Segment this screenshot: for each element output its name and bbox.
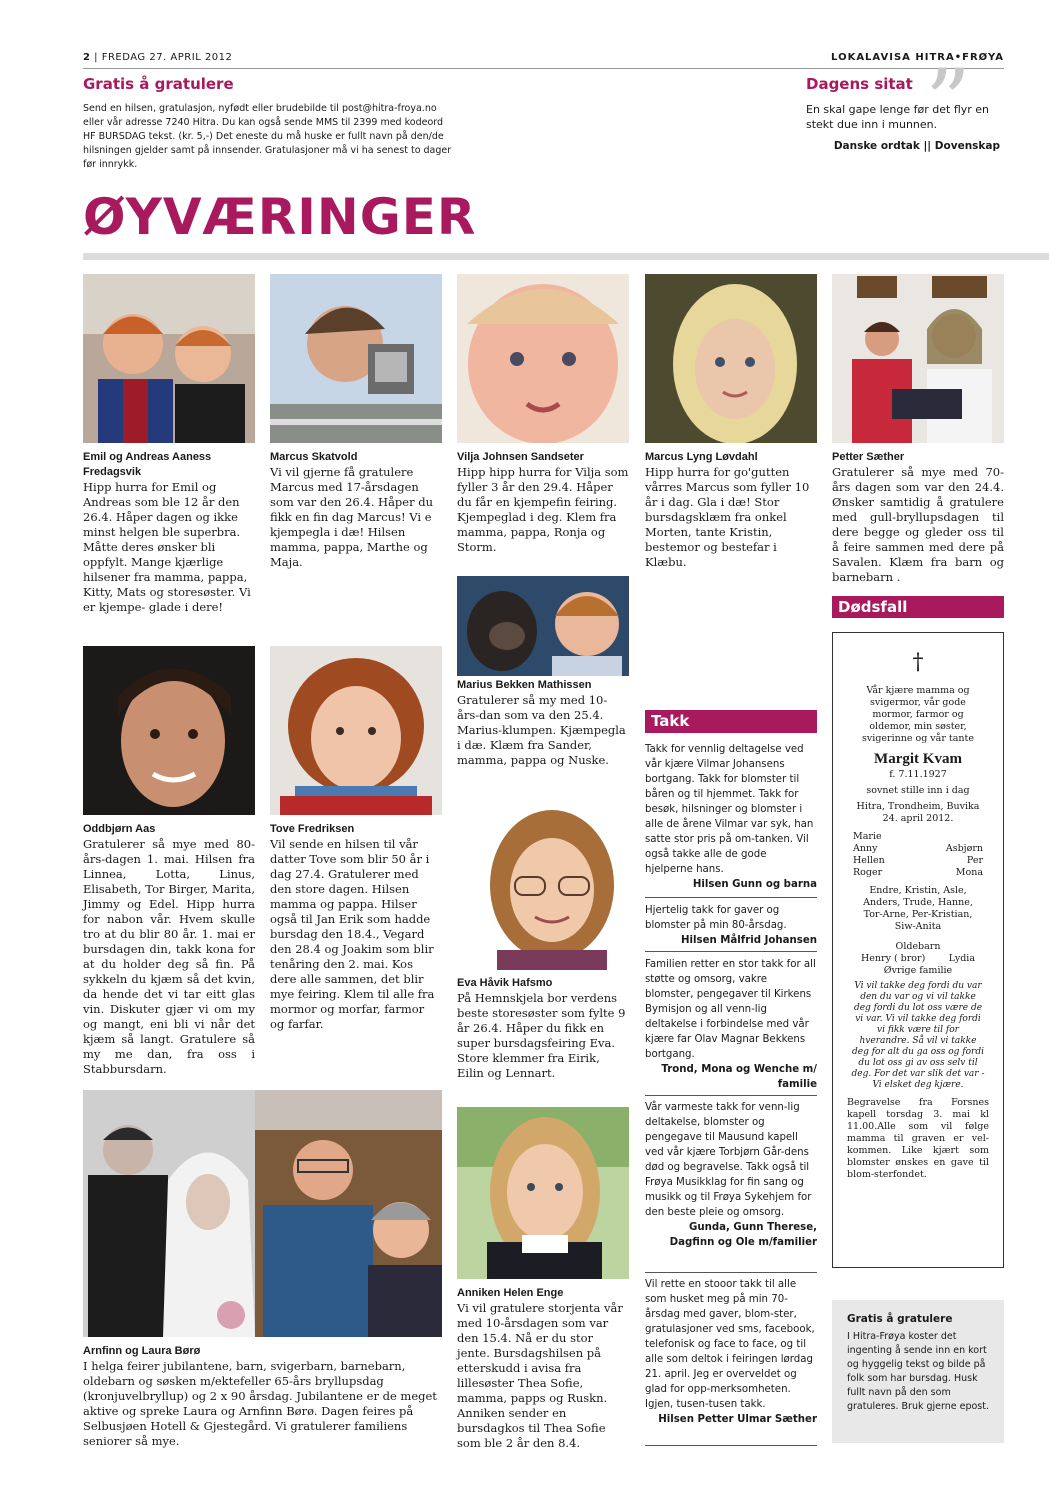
greeting-marcus-skatvold	[270, 450, 442, 570]
sitat-source: Danske ordtak || Dovenskap	[833, 140, 1000, 152]
greeting-marcus-lyng	[645, 450, 817, 570]
takk-text: Vil rette en stooor takk til alle som husket meg på min 70- årsdag med gaver, blom-ster, gratulasjoner ved sms, facebook, telefonisk og face to face, og til alle som deltok i feiringen lørdag 21. april. Jeg er overveldet og glad for opp-merksomheten. Igjen, tusen-tusen takk.	[645, 1279, 815, 1410]
obit-funeral: Begravelse fra Forsnes kapell torsdag 3. mai kl 11.00.Alle som vil følge mamma til graven er vel-kommen. Like kjært som blomster ønskes en gave til blom-sterfondet.	[847, 1097, 989, 1180]
greeting-marius	[457, 678, 629, 768]
greeting-tove	[270, 822, 442, 1032]
photo-marcus-lyng	[645, 274, 817, 443]
greeting-arnfinn-laura	[83, 1344, 442, 1449]
page-header: 2 | FREDAG 27. APRIL 2012	[83, 52, 233, 63]
obit-left: Anny	[853, 843, 878, 854]
photo-tove	[270, 646, 442, 815]
obit-great-grandchildren: Oldebarn	[895, 941, 941, 952]
greeting-text: Vi vil gratulere storjenta vår med 10-årsdagen som var den 15.4. Nå er du stor jente. Bursdagshilsen på etterskudd i avisa fra lillesøster Thea Sofie, mamma, papps og Ruskn. Anniken sender en bursdagkos til Thea Sofie som ble 2 år den 8.4.	[457, 1301, 623, 1450]
greeting-anniken	[457, 1286, 629, 1451]
issue-date: FREDAG 27. APRIL 2012	[101, 52, 233, 63]
photo-vilja	[457, 274, 629, 443]
greeting-name: Marius Bekken Mathissen	[457, 679, 592, 691]
obit-place-date: Hitra, Trondheim, Buvika 24. april 2012.	[856, 801, 980, 824]
obit-poem: Vi vil takke deg fordi du var den du var og vi vil takke deg fordi du lot oss være de vi var. Vi vil takke deg fordi vi fikk være til for hverandre. Så vil vi takke deg for alt du ga oss og fordi du lot oss gi av oss selv til deg. For det var slik det var -Vi elsket deg kjære.	[851, 981, 985, 1090]
obit-grandchildren: Endre, Kristin, Asle, Anders, Trude, Hanne, Tor-Arne, Per-Kristian, Siw-Anita	[863, 885, 973, 932]
section-title: ØYVÆRINGER	[83, 188, 477, 246]
greeting-name: Arnfinn og Laura Børø	[83, 1345, 201, 1357]
takk-divider	[645, 951, 817, 952]
obit-family: Øvrige familie	[883, 965, 953, 976]
greeting-name: Marcus Lyng Løvdahl	[645, 451, 758, 463]
takk-divider	[645, 1272, 817, 1273]
page-number: 2	[83, 52, 91, 63]
greeting-text: Vi vil gjerne få gratulere Marcus med 17-årsdagen som var den 26.4. Håper du fikk en fin dag Marcus! Vi e kjempegla i dæ! Hilsen mamma, pappa, Marthe og Maja.	[270, 465, 434, 569]
obit-name: Margit Kvam	[874, 751, 962, 767]
takk-signature: Hilsen Petter Ulmar Sæther	[658, 1414, 817, 1425]
obit-left: Hellen	[853, 855, 885, 866]
obit-row	[833, 843, 1003, 855]
takk-item	[645, 1277, 817, 1427]
obit-siblings	[833, 953, 1003, 965]
greeting-petter	[832, 450, 1004, 585]
greeting-text: Vil sende en hilsen til vår datter Tove som blir 50 år i dag 27.4. Gratulerer med den store dagen. Hilsen mamma og pappa. Hilser også til Jan Erik som hadde bursdag den 18.4., Vegard den 28.4 og Joakim som blir tenåring den 2. mai. Kos dere alle sammen, det blir mye feiring. Klem til alle fra mormor og morfar, farmor og farfar.	[270, 837, 435, 1031]
photo-eva	[477, 805, 627, 970]
photo-emil-andreas	[83, 274, 255, 443]
obit-left: Roger	[853, 867, 883, 878]
takk-signature: Gunda, Gunn Therese, Dagfinn og Ole m/familier	[669, 1222, 817, 1248]
takk-item	[645, 903, 817, 948]
greeting-name: Marcus Skatvold	[270, 451, 358, 463]
quote-mark-icon: ”	[925, 50, 972, 155]
greeting-eva	[457, 976, 629, 1081]
takk-text: Takk for vennlig deltagelse ved vår kjære Vilmar Johansens bortgang. Takk for blomster til båren og til hjemmet. Takk for besøk, hilsninger og blomster i alle de årene Vilmar var syk, han satte stor pris på om-tanken. Vil også takke alle de gode hjelperne hans.	[645, 744, 814, 875]
obit-right: Mona	[955, 867, 983, 878]
header-rule	[83, 68, 1004, 69]
takk-text: Familien retter en stor takk for all støtte og omsorg, vakre blomster, pengegaver til Kirkens Bymisjon og all venn-lig deltakelse i forbindelse med vår kjære far Olav Magnar Bekkens bortgang.	[645, 959, 816, 1060]
takk-divider	[645, 897, 817, 898]
greeting-name: Oddbjørn Aas	[83, 823, 156, 835]
publication-name: LOKALAVISA HITRA•FRØYA	[831, 52, 1004, 63]
photo-arnfinn-laura	[83, 1090, 442, 1337]
takk-divider	[645, 1095, 817, 1096]
greeting-text: Gratulerer så mye med 80-års-dagen 1. mai. Hilsen fra Linnea, Lotta, Linus, Elisabeth, Tor Birger, Marita, Jimmy og Edel. Hipp hurra for nabon vår. Hvem skulle tro at du blir 80 år. 1. mai er bursdagen din, takk kona for at du holder deg så fin. På sykkeln du kjæm så det kvin, da hende det vi tar eitt glas vin. Diskuter gjær vi om my og mangt, eni bli vi når det kjæm så langt. Gratulere så my me dan, fra oss i Stabbursdarn.	[83, 837, 255, 1076]
dodsfall-title: Dødsfall	[832, 596, 1004, 618]
gratis-box-text: I Hitra-Frøya koster det ingenting å sende inn en kort og hyggelig tekst og bilde på folk som har bursdag. Husk fullt navn på den som gratuleres. Bruk gjerne epost.	[847, 1331, 990, 1412]
cross-icon: †	[912, 650, 924, 675]
sitat-text: En skal gape lenge før det flyr en stekt due inn i munnen.	[806, 103, 990, 131]
greeting-name: Eva Håvik Hafsmo	[457, 977, 553, 989]
obit-right: Lydia	[948, 953, 975, 964]
section-rule	[83, 253, 1049, 260]
photo-petter-saether	[832, 274, 1004, 443]
obituary	[832, 632, 1004, 1268]
greeting-name: Petter Sæther	[832, 451, 905, 463]
greeting-text: Gratulerer så my med 10-års-dan som va den 25.4. Marius-klumpen. Kjæmpegla i dæ. Klæm fra Sander, mamma, pappa og Nuske.	[457, 693, 626, 767]
greeting-name: Vilja Johnsen Sandseter	[457, 451, 584, 463]
obit-row	[833, 855, 1003, 867]
takk-signature: Trond, Mona og Wenche m/ familie	[661, 1064, 817, 1090]
obit-left: Henry ( bror)	[861, 953, 926, 964]
takk-item	[645, 957, 817, 1092]
photo-marcus-skatvold	[270, 274, 442, 443]
takk-divider	[645, 1445, 817, 1446]
obit-right: Asbjørn	[945, 843, 983, 854]
obit-children	[833, 831, 1003, 879]
obit-born: f. 7.11.1927	[889, 769, 947, 780]
greeting-name: Anniken Helen Enge	[457, 1287, 564, 1299]
greeting-text: I helga feirer jubilantene, barn, svigerbarn, barnebarn, oldebarn og søsken m/ektefeller 65-års bryllupsdag (kronjuvelbryllup) og 2 x 90 årsdag. Jubilantene er de meget aktive og spreke Laura og Arnfinn Børø. Dagen feires på Selbusjøen Hotell & Gjestegård. Vi gratulerer familiens seniorer så mye.	[83, 1359, 437, 1448]
sitat-title: Dagens sitat	[806, 75, 913, 93]
photo-oddbjorn	[83, 646, 255, 815]
greeting-text: Gratulerer så mye med 70-års dagen som var den 24.4. Ønsker samtidig å gratulere med gull-bryllupsdagen til dere begge og gleder oss til å feire sammen med dere på Savalen. Klæm fra barn og barnebarn .	[832, 465, 1004, 584]
greeting-oddbjorn	[83, 822, 255, 1077]
obit-row	[833, 867, 1003, 879]
takk-title: Takk	[645, 710, 817, 733]
takk-item	[645, 742, 817, 892]
takk-signature: Hilsen Gunn og barna	[692, 879, 817, 890]
takk-text: Vår varmeste takk for venn-lig deltakelse, blomster og pengegave til Mausund kapell ved vår kjære Torbjørn Går-dens død og begravelse. Takk også til Frøya Musikklag for fin sang og musikk og til Frøya Sykehjem for den beste pleie og omsorg.	[645, 1102, 812, 1218]
obit-intro: Vår kjære mamma og svigermor, vår gode mormor, farmor og oldemor, min søster, svigerinne og vår tante	[862, 685, 974, 744]
photo-anniken	[457, 1107, 629, 1279]
greeting-name: Emil og Andreas Aaness Fredagsvik	[83, 451, 212, 478]
greeting-emil-andreas	[83, 450, 255, 615]
photo-marius	[457, 576, 629, 676]
obit-passed: sovnet stille inn i dag	[866, 785, 970, 796]
takk-signature: Hilsen Målfrid Johansen	[681, 935, 817, 946]
obit-row	[833, 831, 1003, 843]
gratis-title: Gratis å gratulere	[83, 75, 234, 93]
greeting-text: Hipp hurra for Emil og Andreas som ble 12 år den 26.4. Håper dagen og ikke minst helgen ble superbra. Måtte deres ønsker bli oppfylt. Mange kjærlige hilsener fra mamma, pappa, Kitty, Mats og storesøster. Vi er kjempe- glade i dere!	[83, 480, 251, 614]
gratis-text: Send en hilsen, gratulasjon, nyfødt eller brudebilde til post@hitra-froya.no eller vår adresse 7240 Hitra. Du kan også sende MMS til 2399 med kodeord HF BURSDAG tekst. (kr. 5,-) Det eneste du må huske er fullt navn på den/de hilsningen gjelder samt på innsender. Gratulasjoner må vi ha senest to dager før innrykk.	[83, 103, 452, 170]
greeting-text: Hipp hurra for go'gutten vårres Marcus som fyller 10 år i dag. Gla i dæ! Stor bursdagsklæm fra onkel Morten, tante Kristin, bestemor og bestefar i Klæbu.	[645, 465, 810, 569]
greeting-text: Hipp hipp hurra for Vilja som fyller 3 år den 29.4. Håper du får en kjempefin feiring. Kjempeglad i deg. Klem fra mamma, pappa, Ronja og Storm.	[457, 465, 629, 554]
gratis-box-title: Gratis å gratulere	[847, 1313, 953, 1325]
greeting-text: På Hemnskjela bor verdens beste storesøster som fylte 9 år 26.4. Håper du fikk en super bursdagsfeiring Eva. Store klemmer fra Eirik, Eilin og Lennart.	[457, 991, 626, 1080]
gratis-box	[832, 1300, 1004, 1443]
greeting-name: Tove Fredriksen	[270, 823, 355, 835]
takk-text: Hjertelig takk for gaver og blomster på min 80-årsdag.	[645, 905, 787, 931]
greeting-vilja	[457, 450, 629, 555]
obit-left: Marie	[853, 831, 882, 842]
obit-right: Per	[966, 855, 983, 866]
takk-item	[645, 1100, 817, 1250]
